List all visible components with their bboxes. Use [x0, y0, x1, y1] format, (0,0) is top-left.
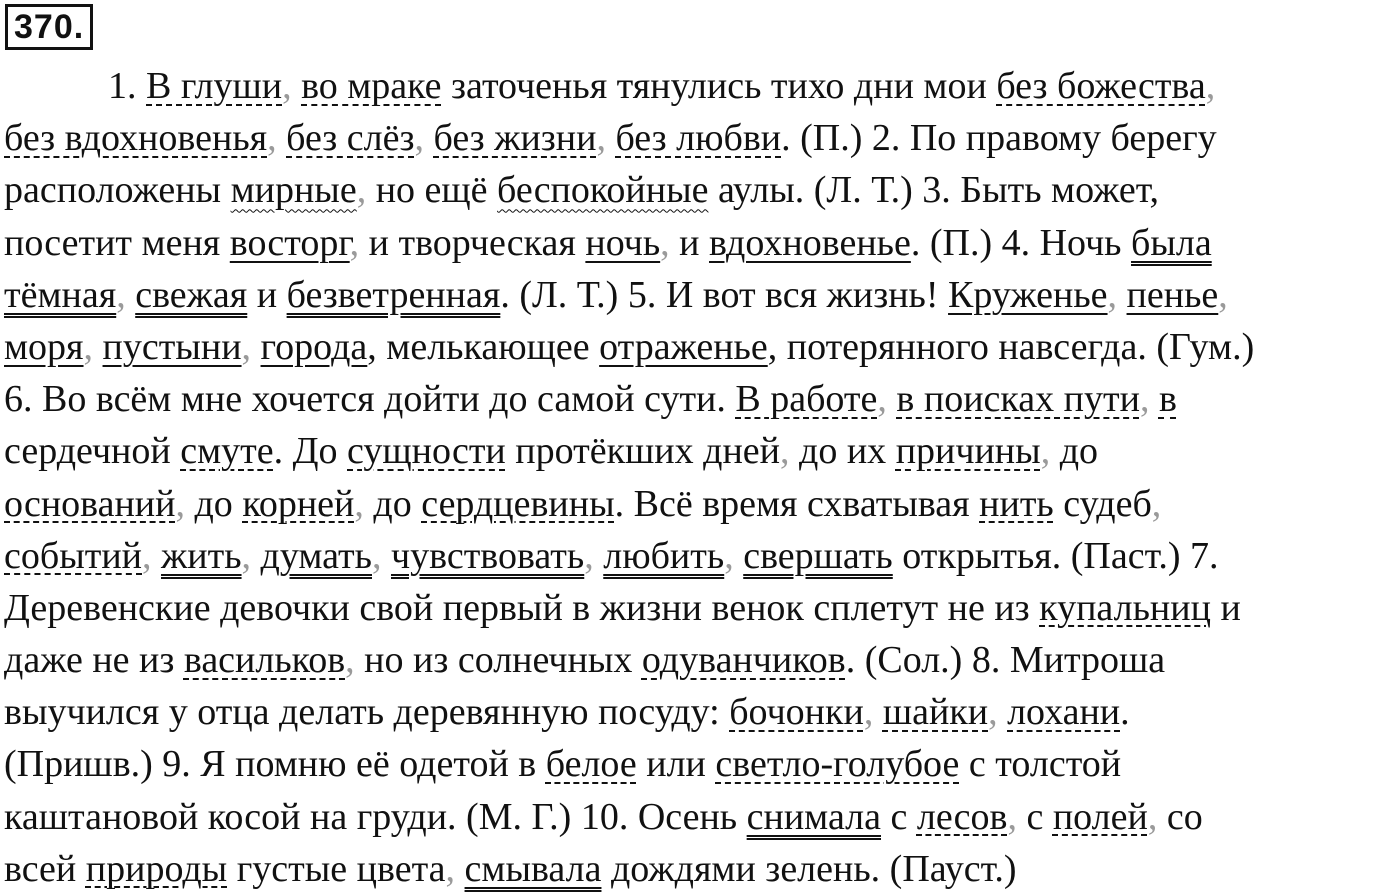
punctuation: ,	[282, 65, 302, 107]
punctuation: ,	[354, 482, 364, 525]
punctuation: ,	[877, 378, 897, 421]
object-member: оснований	[4, 482, 176, 525]
adverbial-member: без любви	[615, 117, 782, 160]
object-member: одуванчиков	[641, 639, 846, 682]
punctuation: ,	[372, 534, 391, 577]
object-member: бочонки	[729, 691, 864, 734]
exercise-text	[4, 60, 1398, 895]
punctuation: ,	[349, 221, 360, 264]
text-line-7	[4, 373, 1398, 425]
object-member: светло-голубое	[715, 743, 960, 786]
punctuation: ,	[1007, 795, 1017, 838]
adverbial-member: в поисках пути	[896, 378, 1140, 421]
text-segment: заточенья тянулись тихо дни мои	[441, 65, 997, 107]
text-segment: и	[1210, 586, 1241, 629]
punctuation: ,	[356, 169, 367, 212]
predicate-member: смывала	[464, 847, 602, 890]
object-member: сущности	[347, 430, 506, 473]
punctuation: ,	[414, 117, 434, 160]
text-line-16	[4, 843, 1398, 895]
text-line-13	[4, 686, 1398, 738]
subject-member: вдохновенье	[709, 221, 911, 264]
text-segment: протёкших дней	[505, 430, 781, 473]
text-segment: со	[1157, 795, 1203, 838]
punctuation: ,	[116, 273, 136, 316]
text-segment: до их	[789, 430, 896, 473]
object-member: полей	[1052, 795, 1148, 838]
text-segment: и	[669, 221, 710, 264]
predicate-member: свежая	[135, 273, 248, 316]
punctuation: ,	[345, 639, 355, 682]
punctuation: ,	[1205, 65, 1216, 107]
text-line-5	[4, 269, 1398, 321]
text-segment: с	[881, 795, 917, 838]
punctuation: ,	[142, 534, 162, 577]
attribute-member: мирные	[230, 169, 357, 212]
subject-member: отраженье	[599, 325, 768, 368]
text-segment: или	[636, 743, 716, 786]
subject-member: пустыни	[102, 325, 242, 368]
punctuation: ,	[660, 221, 670, 264]
predicate-member: безветренная	[286, 273, 501, 316]
text-segment: сердечной	[4, 430, 181, 473]
text-segment: густые цвета	[227, 847, 446, 890]
text-line-4	[4, 217, 1398, 269]
text-segment: даже не из	[4, 639, 184, 682]
punctuation: ,	[1107, 273, 1127, 316]
adverbial-member: без слёз	[286, 117, 415, 160]
text-line-1	[4, 60, 1398, 112]
punctuation: ,	[241, 534, 261, 577]
object-member: причины	[895, 430, 1041, 473]
subject-member: моря	[4, 325, 84, 368]
text-line-3	[4, 164, 1398, 216]
predicate-member: свершать	[743, 534, 893, 577]
predicate-member: любить	[603, 534, 725, 577]
text-segment: (Пришв.) 9. Я помню её одетой в	[4, 743, 546, 786]
text-segment: , потерянного навсегда. (Гум.)	[767, 325, 1255, 368]
punctuation: ,	[863, 691, 883, 734]
text-segment: но ещё	[366, 169, 498, 212]
adverbial-member: без божества	[996, 65, 1206, 107]
object-member: корней	[242, 482, 355, 525]
text-line-14	[4, 738, 1398, 790]
object-member: васильков	[183, 639, 346, 682]
punctuation: ,	[596, 117, 616, 160]
adverbial-member: без вдохновенья	[4, 117, 268, 160]
adverbial-member: В глуши	[146, 65, 283, 107]
object-member: шайки	[882, 691, 989, 734]
attribute-member: беспокойные	[497, 169, 709, 212]
text-line-11	[4, 582, 1398, 634]
exercise-number: 370.	[5, 4, 93, 50]
text-segment: до	[184, 482, 243, 525]
adverbial-member: в	[1158, 378, 1177, 421]
text-line-12	[4, 634, 1398, 686]
subject-member: Круженье	[948, 273, 1108, 316]
text-segment: 1.	[108, 65, 146, 107]
object-member: лесов	[916, 795, 1008, 838]
text-segment: . (П.) 2. По правому берегу	[781, 117, 1217, 160]
adverbial-member: без жизни	[433, 117, 597, 160]
punctuation: ,	[445, 847, 456, 890]
object-member: событий	[4, 534, 143, 577]
text-segment: до	[1050, 430, 1099, 473]
punctuation: ,	[1139, 378, 1159, 421]
subject-member: восторг	[229, 221, 350, 264]
punctuation: ,	[988, 691, 1008, 734]
punctuation: ,	[584, 534, 604, 577]
punctuation: ,	[1040, 430, 1051, 473]
text-segment: с толстой	[959, 743, 1122, 786]
text-line-9	[4, 478, 1398, 530]
text-line-6	[4, 321, 1398, 373]
text-segment: всей	[4, 847, 86, 890]
predicate-member: чувствовать	[391, 534, 585, 577]
punctuation: ,	[175, 482, 185, 525]
text-segment: . (П.) 4. Ночь	[910, 221, 1132, 264]
punctuation: ,	[267, 117, 287, 160]
subject-member: города	[260, 325, 368, 368]
predicate-member: жить	[161, 534, 242, 577]
adverbial-member: В работе	[735, 378, 878, 421]
punctuation: ,	[724, 534, 744, 577]
text-segment: , мелькающее	[367, 325, 600, 368]
adverbial-member: во мраке	[301, 65, 442, 107]
text-line-8	[4, 425, 1398, 477]
text-segment: . (Л. Т.) 5. И вот вся жизнь!	[500, 273, 949, 316]
text-segment: . (Сол.) 8. Митроша	[845, 639, 1166, 682]
text-segment: судеб	[1053, 482, 1152, 525]
predicate-member: была	[1131, 221, 1212, 264]
text-segment: аулы. (Л. Т.) 3. Быть может,	[708, 169, 1160, 212]
predicate-member: думать	[260, 534, 372, 577]
punctuation: ,	[1151, 482, 1162, 525]
text-line-15	[4, 791, 1398, 843]
text-segment: и творческая	[359, 221, 586, 264]
text-segment: 6. Во всём мне хочется дойти до самой сути.	[4, 378, 736, 421]
text-segment: . Всё время схватывая	[614, 482, 980, 525]
object-member: природы	[85, 847, 228, 890]
text-segment: . До	[273, 430, 348, 473]
text-segment: Деревенские девочки свой первый в жизни венок сплетут не из	[4, 586, 1040, 629]
punctuation: ,	[1218, 273, 1228, 316]
adverbial-member: смуте	[180, 430, 274, 473]
text-segment: с	[1016, 795, 1053, 838]
subject-member: ночь	[585, 221, 661, 264]
punctuation: ,	[1147, 795, 1158, 838]
text-segment: каштановой косой на груди. (М. Г.) 10. Осень	[4, 795, 747, 838]
object-member: купальниц	[1039, 586, 1211, 629]
object-member: нить	[979, 482, 1054, 525]
punctuation: ,	[780, 430, 790, 473]
text-segment: .	[1120, 691, 1130, 734]
text-segment: дождями зелень. (Пауст.)	[601, 847, 1017, 890]
predicate-member: тёмная	[4, 273, 117, 316]
predicate-member: снимала	[746, 795, 881, 838]
object-member: лохани	[1007, 691, 1121, 734]
text-segment: выучился у отца делать деревянную посуду:	[4, 691, 730, 734]
text-segment	[455, 848, 465, 890]
text-segment: но из солнечных	[354, 639, 642, 682]
text-segment: до	[363, 482, 422, 525]
text-line-10	[4, 530, 1398, 582]
subject-member: пенье	[1126, 273, 1219, 316]
text-segment: открытья. (Паст.) 7.	[892, 534, 1219, 577]
text-line-2	[4, 112, 1398, 164]
text-segment: расположены	[4, 169, 231, 212]
object-member: сердцевины	[421, 482, 615, 525]
text-segment: и	[247, 273, 287, 316]
text-segment: посетит меня	[4, 221, 230, 264]
punctuation: ,	[241, 325, 261, 368]
object-member: белое	[545, 743, 637, 786]
punctuation: ,	[83, 325, 103, 368]
